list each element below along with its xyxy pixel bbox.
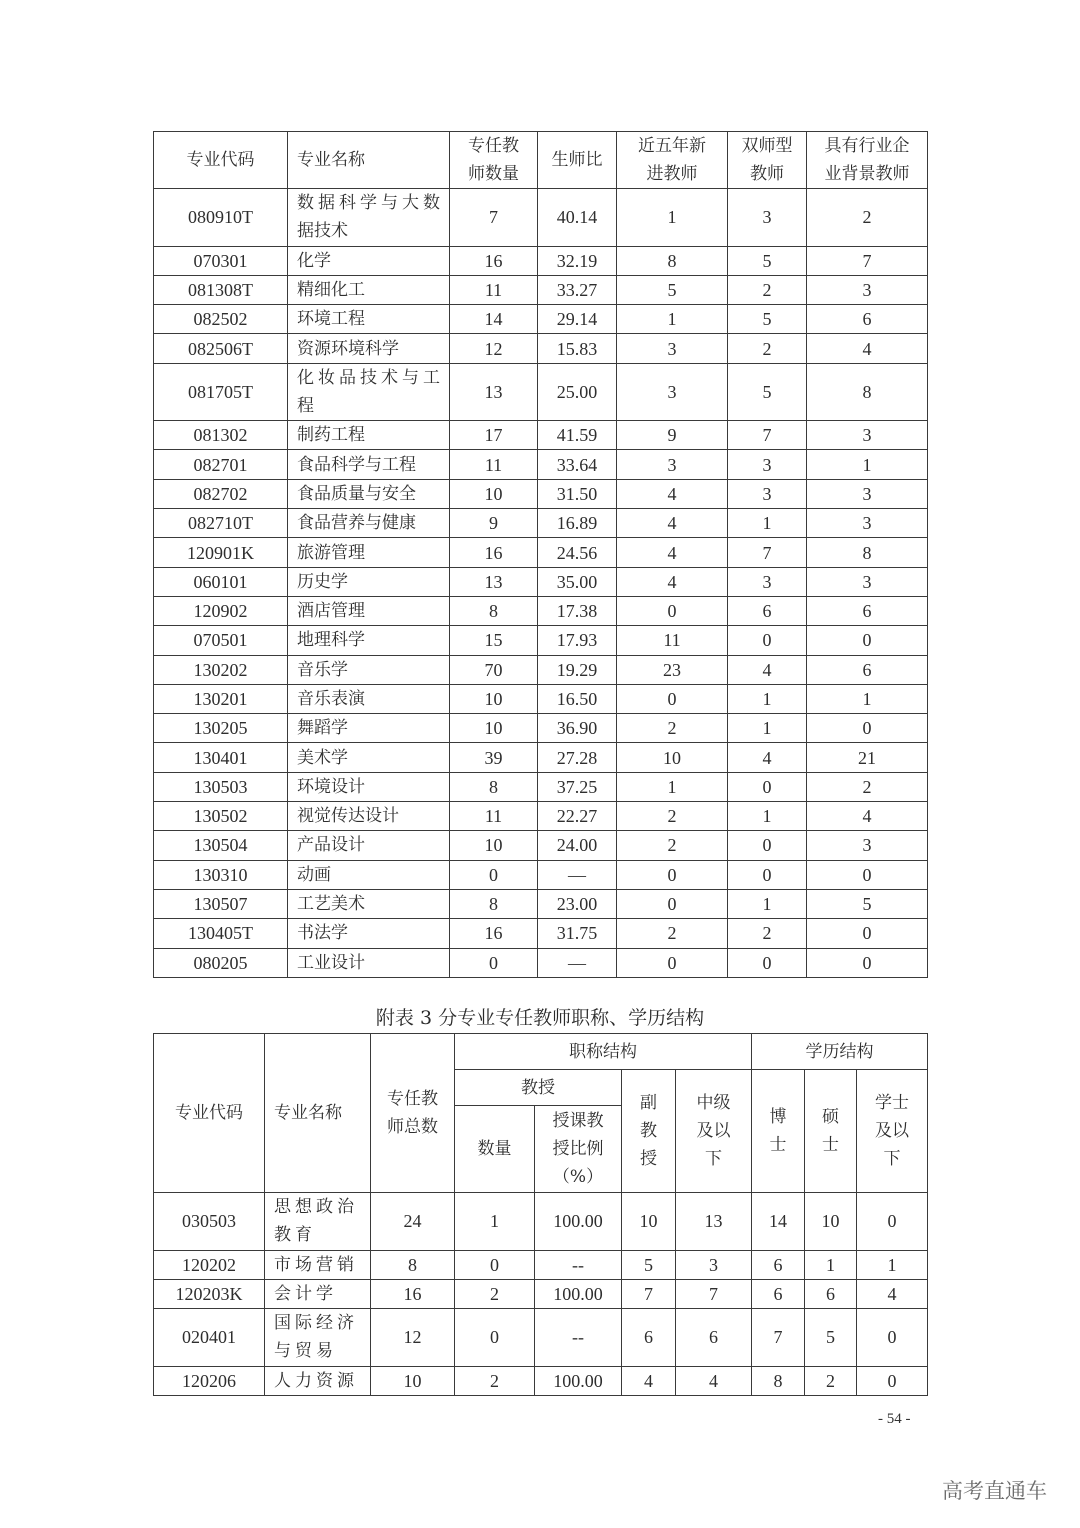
cell-ratio: 41.59	[538, 421, 617, 450]
cell-teachers: 11	[450, 450, 538, 479]
cell-phd: 14	[752, 1193, 805, 1251]
cell-industry-teachers: 0	[807, 860, 928, 889]
cell-name: 历史学	[288, 567, 450, 596]
cell-name: 美术学	[288, 743, 450, 772]
cell-ratio: 29.14	[538, 305, 617, 334]
cell-assoc-prof: 7	[622, 1279, 676, 1308]
cell-new-teachers: 3	[617, 334, 728, 363]
cell-code: 130405T	[154, 919, 288, 948]
cell-dual-teachers: 5	[728, 246, 807, 275]
cell-industry-teachers: 4	[807, 334, 928, 363]
cell-name: 视觉传达设计	[288, 802, 450, 831]
cell-code: 130401	[154, 743, 288, 772]
table-row	[154, 802, 928, 831]
cell-industry-teachers: 0	[807, 948, 928, 977]
cell-name: 化学	[288, 246, 450, 275]
table-row	[154, 1279, 928, 1308]
table-row	[154, 743, 928, 772]
cell-industry-teachers: 3	[807, 831, 928, 860]
cell-name: 环境工程	[288, 305, 450, 334]
cell-industry-teachers: 2	[807, 189, 928, 247]
cell-bachelor: 0	[857, 1366, 928, 1395]
title-education-table	[153, 1033, 928, 1396]
cell-prof-count: 2	[455, 1366, 535, 1395]
cell-name: 资源环境科学	[288, 334, 450, 363]
table-row	[154, 860, 928, 889]
table-row	[154, 626, 928, 655]
cell-dual-teachers: 0	[728, 772, 807, 801]
cell-ratio: 16.89	[538, 509, 617, 538]
table-row	[154, 889, 928, 918]
cell-dual-teachers: 5	[728, 363, 807, 421]
table-row	[154, 1250, 928, 1279]
cell-new-teachers: 2	[617, 919, 728, 948]
cell-name: 食品质量与安全	[288, 479, 450, 508]
table-row	[154, 450, 928, 479]
cell-assoc-prof: 5	[622, 1250, 676, 1279]
cell-industry-teachers: 8	[807, 538, 928, 567]
cell-prof-ratio: --	[535, 1250, 622, 1279]
cell-master: 2	[805, 1366, 857, 1395]
cell-name: 会计学	[265, 1279, 371, 1308]
cell-industry-teachers: 8	[807, 363, 928, 421]
header-name: 专业名称	[288, 132, 450, 189]
cell-industry-teachers: 2	[807, 772, 928, 801]
teacher-stats-table	[153, 131, 928, 978]
cell-industry-teachers: 4	[807, 802, 928, 831]
cell-name: 国际经济 与贸易	[265, 1309, 371, 1367]
cell-phd: 6	[752, 1250, 805, 1279]
cell-master: 6	[805, 1279, 857, 1308]
cell-new-teachers: 4	[617, 567, 728, 596]
cell-teachers: 13	[450, 567, 538, 596]
cell-new-teachers: 0	[617, 684, 728, 713]
cell-industry-teachers: 1	[807, 684, 928, 713]
cell-dual-teachers: 0	[728, 948, 807, 977]
cell-code: 130201	[154, 684, 288, 713]
header-education-structure: 学历结构	[752, 1034, 928, 1070]
cell-dual-teachers: 3	[728, 189, 807, 247]
cell-dual-teachers: 3	[728, 450, 807, 479]
cell-name: 精细化工	[288, 275, 450, 304]
cell-code: 082702	[154, 479, 288, 508]
cell-name: 市场营销	[265, 1250, 371, 1279]
cell-new-teachers: 9	[617, 421, 728, 450]
cell-prof-count: 0	[455, 1250, 535, 1279]
header-dual: 双师型 教师	[728, 132, 807, 189]
cell-dual-teachers: 7	[728, 421, 807, 450]
header-prof-ratio: 授课教 授比例 （%）	[535, 1106, 622, 1193]
cell-mid-level: 4	[676, 1366, 752, 1395]
cell-code: 081705T	[154, 363, 288, 421]
cell-code: 020401	[154, 1309, 265, 1367]
table2-caption: 附表 3 分专业专任教师职称、学历结构	[375, 1007, 705, 1029]
table-row	[154, 714, 928, 743]
cell-new-teachers: 3	[617, 363, 728, 421]
cell-prof-ratio: 100.00	[535, 1366, 622, 1395]
cell-name: 旅游管理	[288, 538, 450, 567]
cell-prof-count: 0	[455, 1309, 535, 1367]
table-row	[154, 305, 928, 334]
cell-new-teachers: 1	[617, 189, 728, 247]
cell-code: 130205	[154, 714, 288, 743]
cell-teachers: 16	[450, 919, 538, 948]
cell-ratio: —	[538, 948, 617, 977]
table-row	[154, 655, 928, 684]
table-row	[154, 479, 928, 508]
cell-master: 1	[805, 1250, 857, 1279]
cell-mid-level: 3	[676, 1250, 752, 1279]
table-row	[154, 509, 928, 538]
cell-new-teachers: 4	[617, 509, 728, 538]
table1-header-row	[154, 132, 928, 189]
cell-mid-level: 7	[676, 1279, 752, 1308]
cell-dual-teachers: 4	[728, 743, 807, 772]
table-row	[154, 1309, 928, 1367]
header-name: 专业名称	[265, 1034, 371, 1193]
cell-bachelor: 4	[857, 1279, 928, 1308]
cell-industry-teachers: 6	[807, 655, 928, 684]
cell-code: 082701	[154, 450, 288, 479]
cell-code: 082710T	[154, 509, 288, 538]
cell-code: 120902	[154, 596, 288, 625]
cell-new-teachers: 8	[617, 246, 728, 275]
cell-code: 030503	[154, 1193, 265, 1251]
cell-prof-ratio: --	[535, 1309, 622, 1367]
cell-ratio: 32.19	[538, 246, 617, 275]
cell-teachers: 11	[450, 802, 538, 831]
cell-total: 12	[371, 1309, 455, 1367]
cell-teachers: 10	[450, 479, 538, 508]
cell-code: 080910T	[154, 189, 288, 247]
cell-new-teachers: 11	[617, 626, 728, 655]
cell-name: 酒店管理	[288, 596, 450, 625]
cell-industry-teachers: 21	[807, 743, 928, 772]
cell-teachers: 11	[450, 275, 538, 304]
cell-teachers: 16	[450, 538, 538, 567]
cell-code: 130503	[154, 772, 288, 801]
cell-teachers: 14	[450, 305, 538, 334]
cell-phd: 7	[752, 1309, 805, 1367]
cell-ratio: 15.83	[538, 334, 617, 363]
cell-new-teachers: 0	[617, 948, 728, 977]
cell-code: 130502	[154, 802, 288, 831]
header-new: 近五年新 进教师	[617, 132, 728, 189]
cell-dual-teachers: 6	[728, 596, 807, 625]
table-row	[154, 1366, 928, 1395]
cell-ratio: 36.90	[538, 714, 617, 743]
header-industry: 具有行业企 业背景教师	[807, 132, 928, 189]
cell-teachers: 9	[450, 509, 538, 538]
table2-header-row-1	[154, 1034, 928, 1070]
cell-code: 130504	[154, 831, 288, 860]
table-row	[154, 1193, 928, 1251]
cell-dual-teachers: 1	[728, 714, 807, 743]
cell-prof-count: 2	[455, 1279, 535, 1308]
cell-phd: 6	[752, 1279, 805, 1308]
table-row	[154, 831, 928, 860]
cell-total: 24	[371, 1193, 455, 1251]
cell-new-teachers: 0	[617, 860, 728, 889]
header-professor: 教授	[455, 1070, 622, 1106]
cell-name: 食品科学与工程	[288, 450, 450, 479]
header-mid-level: 中级 及以 下	[676, 1070, 752, 1193]
cell-name: 地理科学	[288, 626, 450, 655]
table-row	[154, 919, 928, 948]
cell-teachers: 10	[450, 714, 538, 743]
cell-code: 080205	[154, 948, 288, 977]
cell-code: 130202	[154, 655, 288, 684]
header-phd: 博 士	[752, 1070, 805, 1193]
header-title-structure: 职称结构	[455, 1034, 752, 1070]
cell-assoc-prof: 10	[622, 1193, 676, 1251]
cell-teachers: 70	[450, 655, 538, 684]
header-ratio: 生师比	[538, 132, 617, 189]
cell-teachers: 10	[450, 831, 538, 860]
cell-master: 5	[805, 1309, 857, 1367]
cell-dual-teachers: 1	[728, 889, 807, 918]
cell-teachers: 8	[450, 889, 538, 918]
cell-total: 8	[371, 1250, 455, 1279]
cell-total: 10	[371, 1366, 455, 1395]
cell-dual-teachers: 0	[728, 626, 807, 655]
cell-code: 120206	[154, 1366, 265, 1395]
cell-mid-level: 13	[676, 1193, 752, 1251]
cell-teachers: 15	[450, 626, 538, 655]
cell-teachers: 17	[450, 421, 538, 450]
cell-name: 动画	[288, 860, 450, 889]
cell-industry-teachers: 3	[807, 567, 928, 596]
cell-name: 工艺美术	[288, 889, 450, 918]
cell-code: 060101	[154, 567, 288, 596]
cell-name: 环境设计	[288, 772, 450, 801]
cell-teachers: 13	[450, 363, 538, 421]
cell-ratio: 19.29	[538, 655, 617, 684]
cell-bachelor: 1	[857, 1250, 928, 1279]
cell-name: 音乐学	[288, 655, 450, 684]
cell-new-teachers: 0	[617, 596, 728, 625]
header-master: 硕 士	[805, 1070, 857, 1193]
cell-teachers: 7	[450, 189, 538, 247]
cell-name: 工业设计	[288, 948, 450, 977]
table-row	[154, 538, 928, 567]
cell-ratio: 37.25	[538, 772, 617, 801]
cell-name: 书法学	[288, 919, 450, 948]
cell-ratio: 22.27	[538, 802, 617, 831]
cell-dual-teachers: 3	[728, 567, 807, 596]
cell-ratio: 16.50	[538, 684, 617, 713]
cell-prof-ratio: 100.00	[535, 1193, 622, 1251]
cell-dual-teachers: 7	[728, 538, 807, 567]
cell-new-teachers: 5	[617, 275, 728, 304]
cell-code: 120203K	[154, 1279, 265, 1308]
cell-new-teachers: 4	[617, 479, 728, 508]
header-code: 专业代码	[154, 132, 288, 189]
cell-dual-teachers: 1	[728, 802, 807, 831]
cell-teachers: 0	[450, 948, 538, 977]
cell-code: 081308T	[154, 275, 288, 304]
cell-new-teachers: 10	[617, 743, 728, 772]
header-teachers: 专任教 师数量	[450, 132, 538, 189]
table-row	[154, 189, 928, 247]
cell-code: 120202	[154, 1250, 265, 1279]
page-number: - 54 -	[878, 1411, 911, 1427]
cell-teachers: 39	[450, 743, 538, 772]
cell-ratio: —	[538, 860, 617, 889]
cell-new-teachers: 3	[617, 450, 728, 479]
cell-master: 10	[805, 1193, 857, 1251]
cell-name: 人力资源	[265, 1366, 371, 1395]
cell-ratio: 31.50	[538, 479, 617, 508]
table-row	[154, 246, 928, 275]
table-row	[154, 363, 928, 421]
table-row	[154, 596, 928, 625]
cell-new-teachers: 0	[617, 889, 728, 918]
cell-dual-teachers: 0	[728, 860, 807, 889]
cell-industry-teachers: 0	[807, 626, 928, 655]
cell-ratio: 31.75	[538, 919, 617, 948]
cell-dual-teachers: 1	[728, 684, 807, 713]
cell-name: 食品营养与健康	[288, 509, 450, 538]
cell-code: 070301	[154, 246, 288, 275]
cell-ratio: 27.28	[538, 743, 617, 772]
cell-teachers: 8	[450, 772, 538, 801]
cell-teachers: 8	[450, 596, 538, 625]
cell-code: 120901K	[154, 538, 288, 567]
cell-name: 思想政治 教育	[265, 1193, 371, 1251]
cell-assoc-prof: 6	[622, 1309, 676, 1367]
cell-name: 数据科学与大数 据技术	[288, 189, 450, 247]
cell-industry-teachers: 3	[807, 275, 928, 304]
cell-dual-teachers: 2	[728, 275, 807, 304]
cell-code: 130507	[154, 889, 288, 918]
header-code: 专业代码	[154, 1034, 265, 1193]
cell-industry-teachers: 0	[807, 714, 928, 743]
cell-dual-teachers: 2	[728, 334, 807, 363]
cell-dual-teachers: 3	[728, 479, 807, 508]
cell-industry-teachers: 5	[807, 889, 928, 918]
cell-ratio: 17.38	[538, 596, 617, 625]
cell-industry-teachers: 3	[807, 421, 928, 450]
cell-industry-teachers: 6	[807, 305, 928, 334]
cell-ratio: 25.00	[538, 363, 617, 421]
cell-ratio: 35.00	[538, 567, 617, 596]
cell-name: 舞蹈学	[288, 714, 450, 743]
table-row	[154, 275, 928, 304]
cell-teachers: 16	[450, 246, 538, 275]
cell-name: 化妆品技术与工 程	[288, 363, 450, 421]
cell-ratio: 17.93	[538, 626, 617, 655]
header-prof-count: 数量	[455, 1106, 535, 1193]
cell-total: 16	[371, 1279, 455, 1308]
cell-teachers: 0	[450, 860, 538, 889]
cell-dual-teachers: 2	[728, 919, 807, 948]
cell-bachelor: 0	[857, 1309, 928, 1367]
cell-dual-teachers: 0	[728, 831, 807, 860]
cell-ratio: 24.56	[538, 538, 617, 567]
cell-code: 070501	[154, 626, 288, 655]
cell-new-teachers: 2	[617, 714, 728, 743]
cell-new-teachers: 2	[617, 831, 728, 860]
table-row	[154, 334, 928, 363]
cell-industry-teachers: 6	[807, 596, 928, 625]
cell-teachers: 12	[450, 334, 538, 363]
cell-dual-teachers: 5	[728, 305, 807, 334]
header-total: 专任教 师总数	[371, 1034, 455, 1193]
cell-code: 081302	[154, 421, 288, 450]
cell-mid-level: 6	[676, 1309, 752, 1367]
header-bachelor: 学士 及以 下	[857, 1070, 928, 1193]
cell-dual-teachers: 1	[728, 509, 807, 538]
cell-name: 制药工程	[288, 421, 450, 450]
cell-prof-count: 1	[455, 1193, 535, 1251]
cell-teachers: 10	[450, 684, 538, 713]
cell-assoc-prof: 4	[622, 1366, 676, 1395]
cell-new-teachers: 23	[617, 655, 728, 684]
cell-name: 产品设计	[288, 831, 450, 860]
header-assoc-prof: 副 教 授	[622, 1070, 676, 1193]
cell-code: 130310	[154, 860, 288, 889]
cell-ratio: 23.00	[538, 889, 617, 918]
cell-new-teachers: 2	[617, 802, 728, 831]
cell-name: 音乐表演	[288, 684, 450, 713]
table-row	[154, 684, 928, 713]
watermark-text: 高考直通车	[942, 1479, 1047, 1503]
table-row	[154, 772, 928, 801]
cell-industry-teachers: 0	[807, 919, 928, 948]
cell-phd: 8	[752, 1366, 805, 1395]
table-row	[154, 948, 928, 977]
cell-bachelor: 0	[857, 1193, 928, 1251]
cell-prof-ratio: 100.00	[535, 1279, 622, 1308]
cell-ratio: 24.00	[538, 831, 617, 860]
cell-ratio: 33.64	[538, 450, 617, 479]
cell-dual-teachers: 4	[728, 655, 807, 684]
cell-new-teachers: 4	[617, 538, 728, 567]
cell-industry-teachers: 3	[807, 509, 928, 538]
table-row	[154, 421, 928, 450]
cell-ratio: 40.14	[538, 189, 617, 247]
cell-industry-teachers: 7	[807, 246, 928, 275]
cell-code: 082502	[154, 305, 288, 334]
cell-industry-teachers: 3	[807, 479, 928, 508]
table-row	[154, 567, 928, 596]
cell-code: 082506T	[154, 334, 288, 363]
cell-new-teachers: 1	[617, 305, 728, 334]
cell-new-teachers: 1	[617, 772, 728, 801]
cell-industry-teachers: 1	[807, 450, 928, 479]
cell-ratio: 33.27	[538, 275, 617, 304]
